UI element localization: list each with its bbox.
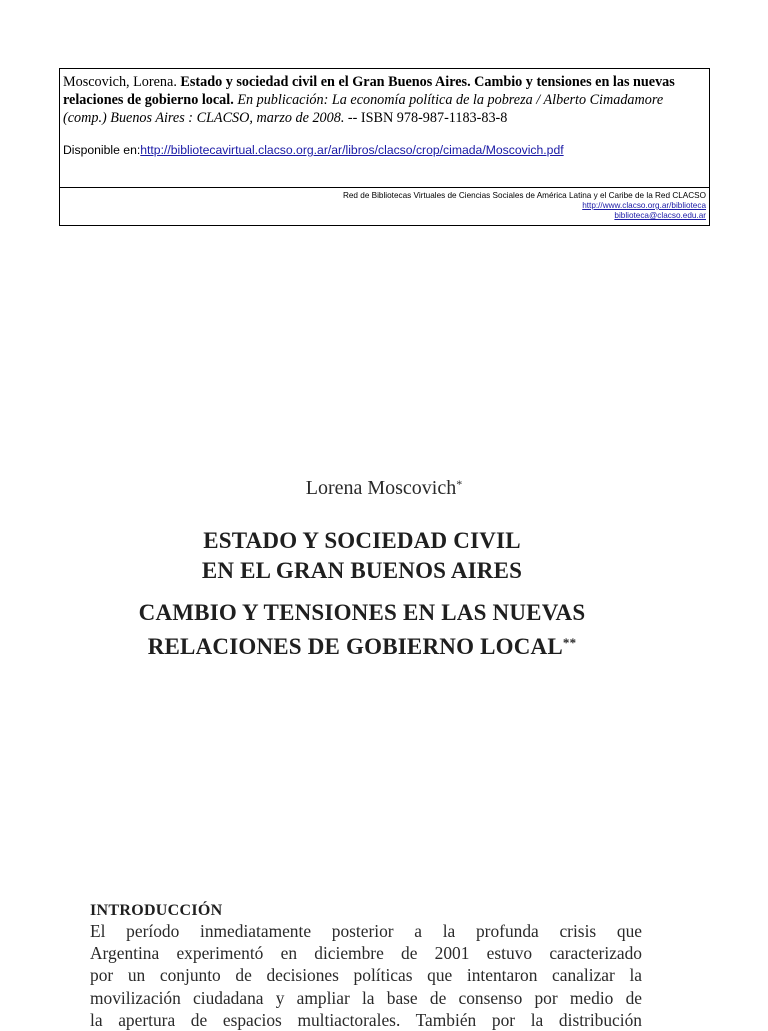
body-line: Argentina experimentó en diciembre de 2001 estuvo caracterizado [90, 943, 642, 964]
body-paragraph [90, 920, 642, 1031]
availability-line [63, 143, 706, 157]
article-subtitle [0, 598, 724, 662]
network-text: Red de Bibliotecas Virtuales de Ciencias Sociales de América Latina y el Caribe de la Red CLACSO [342, 191, 706, 200]
network-credit [60, 188, 709, 221]
subtitle-line-last: RELACIONES DE GOBIERNO LOCAL** [147, 634, 577, 659]
citation-publication: En publicación: La economía política de la pobreza / Alberto Cimadamore (comp.) Buenos Aires : CLACSO, marzo de 2008. [63, 92, 664, 126]
body-line: El período inmediatamente posterior a la profunda crisis que [90, 921, 642, 941]
availability-link[interactable]: http://bibliotecavirtual.clacso.org.ar/ar/libros/clacso/crop/cimada/Moscovich.pdf [140, 143, 564, 157]
body-line: por un conjunto de decisiones políticas que intentaron canalizar la [90, 965, 642, 986]
network-email-link[interactable]: biblioteca@clacso.edu.ar [614, 211, 706, 220]
citation-author: Moscovich, Lorena. [63, 74, 177, 90]
subtitle-line: CAMBIO Y TENSIONES EN LAS NUEVAS [138, 600, 586, 625]
network-link[interactable]: http://www.clacso.org.ar/biblioteca [582, 201, 706, 210]
article-author [0, 477, 768, 500]
article-title [0, 526, 724, 586]
body-line: movilización ciudadana y ampliar la base de consenso por medio de [90, 987, 642, 1008]
citation-isbn: -- ISBN 978-987-1183-83-8 [347, 110, 508, 126]
author-footnote-mark: * [456, 477, 463, 491]
citation-text [63, 73, 706, 127]
citation-reference [60, 69, 709, 188]
section-heading: INTRODUCCIÓN [90, 902, 223, 919]
citation-title: Estado y sociedad civil en el Gran Buenos Aires. Cambio y tensiones en las nuevas relaciones de gobierno local. [63, 74, 675, 108]
availability-label: Disponible en: [63, 143, 141, 157]
title-line: EN EL GRAN BUENOS AIRES [201, 558, 523, 583]
title-line: ESTADO Y SOCIEDAD CIVIL [203, 528, 521, 553]
subtitle-footnote-mark: ** [562, 635, 577, 650]
author-name: Lorena Moscovich [305, 477, 457, 499]
body-line: la apertura de espacios multiactorales. También por la distribución [90, 1009, 642, 1030]
citation-box [59, 68, 710, 226]
